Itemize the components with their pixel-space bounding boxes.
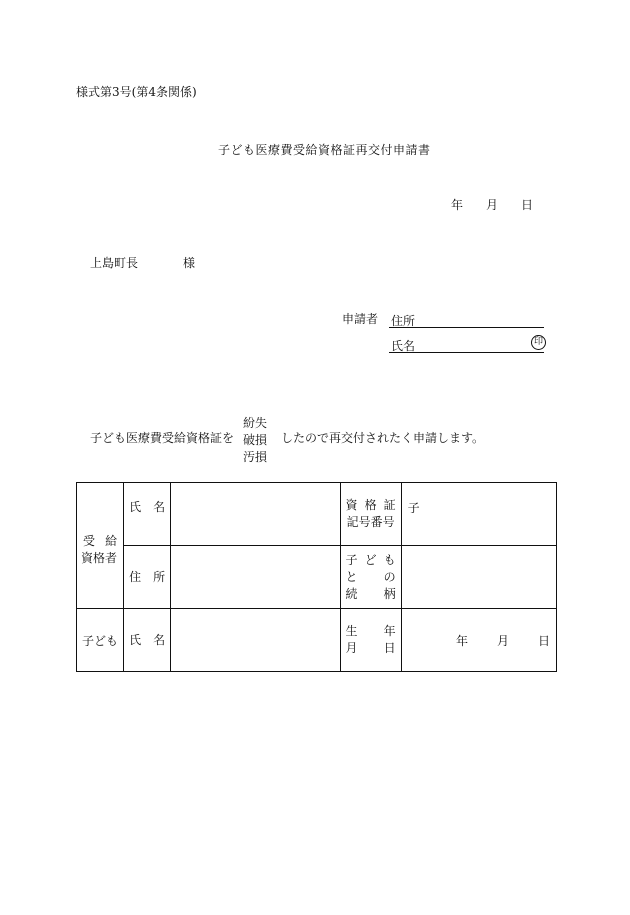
relation-label-char: も: [383, 552, 396, 567]
birthdate-input[interactable]: [401, 609, 556, 672]
child-name-input[interactable]: [171, 609, 340, 672]
birth-year-label: 年: [455, 633, 468, 648]
applicant-name-field[interactable]: [389, 336, 544, 353]
applicant-name-label: 氏名: [391, 339, 416, 353]
reason-options: [243, 415, 267, 466]
applicant-address-field[interactable]: [389, 311, 544, 328]
name-label-char: 氏: [129, 499, 142, 514]
name-label-char: 名: [153, 499, 166, 514]
name-label-char: 名: [153, 632, 166, 647]
addressee: 上島町長: [90, 256, 139, 270]
applicant-label: 申請者: [342, 312, 379, 326]
birthdate-label-cell: [340, 609, 401, 672]
cert-number-input[interactable]: [401, 483, 556, 546]
birth-day-label: 日: [537, 633, 550, 648]
child-name-label-cell: [124, 609, 171, 672]
relation-label-char: ど: [364, 552, 377, 567]
child-header: 子ども: [77, 609, 124, 672]
recipient-name-input[interactable]: [171, 483, 340, 546]
form-number: 様式第3号(第4条関係): [76, 85, 197, 99]
recipient-label-char: 給: [105, 533, 118, 548]
page-title: 子ども医療費受給資格証再交付申請書: [218, 143, 431, 157]
date-month-label: 月: [486, 198, 499, 212]
date-year-label: 年: [451, 198, 464, 212]
name-label-char: 氏: [129, 632, 142, 647]
address-label-char: 住: [129, 569, 142, 584]
relation-label-char: 柄: [383, 586, 396, 601]
honorific: 様: [183, 256, 196, 270]
recipient-name-label-cell: [124, 483, 171, 546]
cert-label-char: 格: [364, 498, 377, 512]
date-day-label: 日: [521, 198, 534, 212]
relation-label-char: と: [345, 569, 358, 584]
relation-label-cell: [340, 546, 401, 609]
recipient-address-input[interactable]: [171, 546, 340, 609]
birthdate-label-char: 月: [345, 641, 358, 655]
statement-subject: 子ども医療費受給資格証を: [90, 431, 235, 445]
relation-input[interactable]: [401, 546, 556, 609]
recipient-label-char: 受: [83, 533, 96, 548]
statement-predicate: したので再交付されたく申請します。: [281, 431, 485, 445]
relation-label-char: 子: [345, 552, 358, 567]
cert-label-char: 証: [383, 498, 396, 512]
cert-prefix: 子: [407, 500, 420, 515]
cert-label-line2: 記号番号: [346, 515, 395, 529]
recipient-label-line2: 資格者: [81, 550, 118, 565]
birthdate-label-char: 生: [345, 624, 358, 638]
relation-label-char: 続: [345, 586, 358, 601]
applicant-address-label: 住所: [391, 314, 416, 328]
address-label-char: 所: [153, 569, 166, 584]
recipient-address-label-cell: [124, 546, 171, 609]
reason-lost[interactable]: 紛失: [243, 416, 268, 430]
recipient-header: [77, 483, 124, 609]
birth-month-label: 月: [496, 633, 509, 648]
cert-number-label-cell: [340, 483, 401, 546]
birthdate-label-char: 年: [383, 624, 396, 638]
seal-icon: 印: [531, 335, 546, 350]
birthdate-label-char: 日: [383, 641, 396, 655]
application-table: [76, 482, 557, 672]
reason-soiled[interactable]: 汚損: [243, 450, 268, 464]
relation-label-char: の: [383, 569, 396, 584]
reason-damaged[interactable]: 破損: [243, 433, 268, 447]
cert-label-char: 資: [345, 498, 358, 512]
